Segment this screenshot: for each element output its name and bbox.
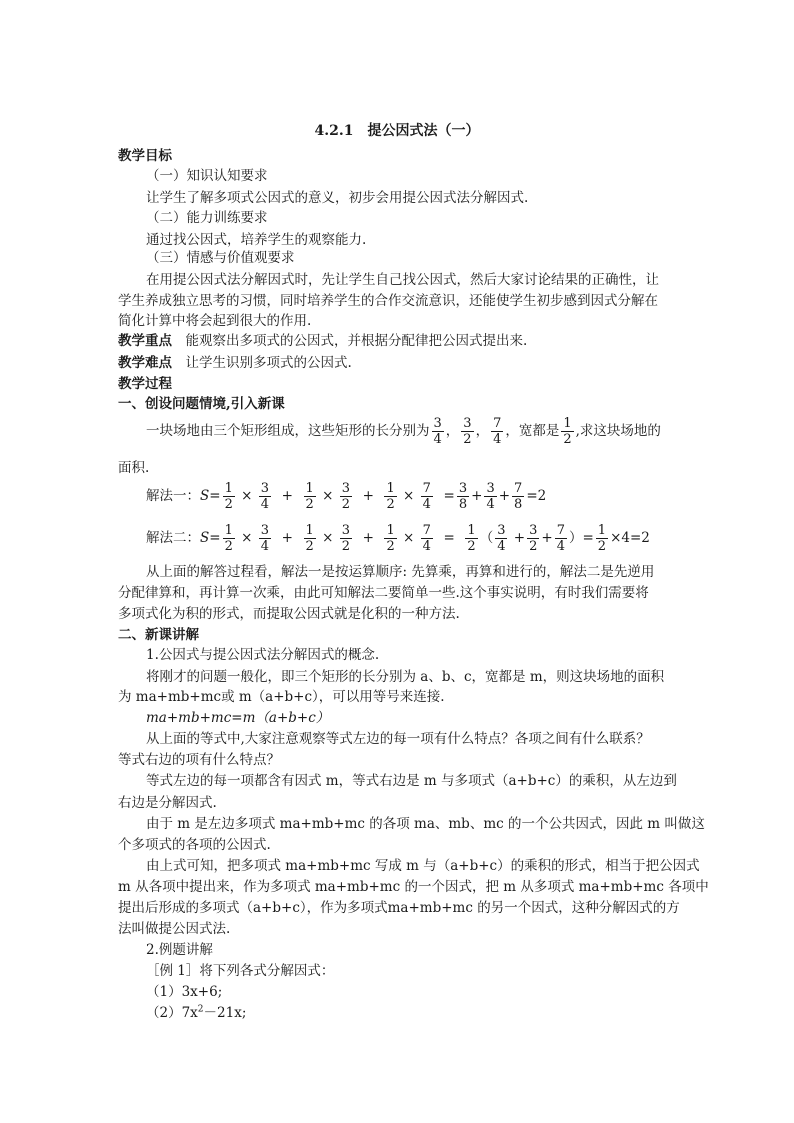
numerator: 7 bbox=[493, 415, 502, 431]
denominator: 2 bbox=[341, 496, 350, 512]
fraction bbox=[491, 416, 503, 447]
denominator: 2 bbox=[386, 496, 395, 512]
numerator: 3 bbox=[458, 480, 468, 496]
denominator: 4 bbox=[556, 538, 565, 554]
example-1-part-1: （1）3x+6; bbox=[146, 984, 223, 1000]
numerator: 3 bbox=[433, 415, 442, 431]
operator: × bbox=[317, 530, 338, 546]
denominator: 2 bbox=[386, 538, 395, 554]
para-line-10: m 从各项中提出来，作为多项式 ma+mb+mc 的一个因式，把 m 从多项式 ma+mb+mc 各项中 bbox=[118, 879, 709, 895]
denominator: 2 bbox=[529, 538, 538, 554]
fraction bbox=[561, 416, 573, 447]
operator: + bbox=[353, 530, 383, 546]
operator: × bbox=[236, 530, 257, 546]
operator: + bbox=[273, 530, 302, 546]
operator: （ bbox=[479, 530, 494, 546]
method-2-tail: ×4=2 bbox=[610, 530, 650, 546]
fraction bbox=[259, 523, 271, 554]
numerator: 7 bbox=[514, 480, 523, 496]
method-1-label: 解法一： bbox=[146, 488, 200, 504]
key-point-label: 教学重点 bbox=[118, 333, 172, 349]
fraction bbox=[596, 523, 608, 554]
numerator: 1 bbox=[386, 480, 395, 496]
denominator: 4 bbox=[493, 431, 502, 447]
section-2-heading: 二、新课讲解 bbox=[118, 627, 199, 643]
goals-heading: 教学目标 bbox=[118, 148, 172, 164]
method-2 bbox=[146, 520, 650, 556]
comment-1: 从上面的解答过程看，解法一是按运算顺序: 先算乘，再算和进行的，解法二是先逆用 bbox=[146, 564, 655, 580]
numerator: 7 bbox=[422, 522, 431, 538]
para-line-4: 等式右边的项有什么特点？ bbox=[118, 752, 280, 768]
numerator: 7 bbox=[556, 522, 565, 538]
denominator: 4 bbox=[433, 431, 442, 447]
ability-heading: （二）能力训练要求 bbox=[146, 210, 268, 226]
fraction bbox=[340, 481, 352, 512]
para-line-1: 将刚才的问题一般化，即三个矩形的长分别为 a、b、c，宽都是 m，则这块场地的面积 bbox=[146, 669, 665, 685]
identity-equation: ma+mb+mc=m（a+b+c） bbox=[146, 710, 330, 726]
operator: + bbox=[509, 530, 526, 546]
key-point bbox=[118, 330, 527, 352]
comment-2: 分配律算和，再计算一次乘，由此可知解法二要简单一些.这个事实说明，有时我们需要将 bbox=[118, 585, 649, 601]
example-1-title: ［例 1］将下列各式分解因式： bbox=[146, 963, 335, 979]
operator: ， bbox=[475, 423, 490, 439]
method-2-label: 解法二： bbox=[146, 530, 200, 546]
emotion-text-3: 简化计算中将会起到很大的作用. bbox=[118, 313, 312, 329]
knowledge-heading: （一）知识认知要求 bbox=[146, 168, 268, 184]
para-line-5: 等式左边的每一项都含有因式 m，等式右边是 m 与多项式（a+b+c）的乘积，从左边到 bbox=[146, 773, 677, 789]
area-symbol: S bbox=[200, 488, 210, 504]
denominator: 2 bbox=[463, 431, 472, 447]
problem-text-b: ，宽都是 bbox=[505, 423, 560, 439]
denominator: 4 bbox=[497, 538, 506, 554]
fraction bbox=[484, 481, 496, 512]
denominator: 4 bbox=[422, 538, 431, 554]
method-1-result: =2 bbox=[526, 488, 547, 504]
fraction bbox=[304, 481, 316, 512]
para-line-8: 个多项式的各项的公因式. bbox=[118, 837, 271, 853]
fraction bbox=[384, 523, 396, 554]
denominator: 2 bbox=[597, 538, 607, 554]
fraction bbox=[555, 523, 567, 554]
example-1-part-2 bbox=[146, 1002, 246, 1024]
denominator: 2 bbox=[224, 496, 233, 512]
difficulty-text: 让学生识别多项式的公因式. bbox=[185, 355, 352, 371]
fraction bbox=[512, 481, 524, 512]
ability-text: 通过找公因式，培养学生的观察能力. bbox=[146, 232, 367, 248]
problem-text-a: 一块场地由三个矩形组成，这些矩形的长分别为 bbox=[146, 423, 430, 439]
numerator: 3 bbox=[486, 480, 495, 496]
operator: × bbox=[317, 488, 338, 504]
comment-3: 多项式化为积的形式，而提取公因式就是化积的一种方法. bbox=[118, 606, 460, 622]
numerator: 7 bbox=[422, 480, 431, 496]
difficulty bbox=[118, 352, 352, 374]
denominator: 2 bbox=[563, 431, 572, 447]
fraction bbox=[527, 523, 539, 554]
numerator: 1 bbox=[224, 480, 233, 496]
para-line-7: 由于 m 是左边多项式 ma+mb+mc 的各项 ma、mb、mc 的一个公共因式，因此 m 叫做这 bbox=[146, 816, 705, 832]
fraction bbox=[223, 523, 235, 554]
fraction bbox=[421, 481, 433, 512]
operator: S bbox=[200, 530, 210, 546]
numerator: 3 bbox=[260, 480, 270, 496]
numerator: 1 bbox=[386, 522, 395, 538]
concept-heading: 1.公因式与提公因式法分解因式的概念. bbox=[146, 647, 380, 663]
fraction bbox=[421, 523, 433, 554]
denominator: 2 bbox=[341, 538, 350, 554]
section-1-heading: 一、创设问题情境,引入新课 bbox=[118, 396, 285, 412]
operator: × bbox=[398, 488, 419, 504]
denominator: 4 bbox=[260, 538, 270, 554]
fraction bbox=[465, 523, 477, 554]
numerator: 3 bbox=[341, 480, 350, 496]
part-2-text-b: －21x; bbox=[203, 1005, 247, 1021]
numerator: 1 bbox=[305, 480, 314, 496]
process-heading: 教学过程 bbox=[118, 376, 172, 392]
fraction bbox=[432, 416, 444, 447]
emotion-text-2: 学生养成独立思考的习惯，同时培养学生的合作交流意识，还能使学生初步感到因式分解在 bbox=[118, 293, 658, 309]
difficulty-label: 教学难点 bbox=[118, 355, 172, 371]
operator: + bbox=[541, 530, 553, 546]
numerator: 3 bbox=[463, 415, 472, 431]
problem-text-d: 面积. bbox=[118, 460, 150, 476]
denominator: 8 bbox=[458, 496, 468, 512]
numerator: 3 bbox=[529, 522, 538, 538]
denominator: 2 bbox=[224, 538, 233, 554]
operator: + bbox=[273, 488, 302, 504]
part-2-text-a: （2）7x bbox=[146, 1005, 198, 1021]
numerator: 1 bbox=[224, 522, 233, 538]
numerator: 1 bbox=[563, 415, 572, 431]
denominator: 2 bbox=[305, 538, 314, 554]
fraction bbox=[304, 523, 316, 554]
operator: = bbox=[434, 530, 464, 546]
denominator: 4 bbox=[422, 496, 431, 512]
operator: × bbox=[398, 530, 419, 546]
examples-heading: 2.例题讲解 bbox=[146, 942, 213, 958]
para-line-3: 从上面的等式中,大家注意观察等式左边的每一项有什么特点？各项之间有什么联系？ bbox=[146, 731, 650, 747]
denominator: 4 bbox=[260, 496, 270, 512]
denominator: 4 bbox=[486, 496, 495, 512]
operator: × bbox=[236, 488, 257, 504]
para-line-6: 右边是分解因式. bbox=[118, 795, 217, 811]
para-line-12: 法叫做提公因式法. bbox=[118, 921, 231, 937]
numerator: 3 bbox=[260, 522, 270, 538]
para-line-2: 为 ma+mb+mc或 m（a+b+c），可以用等号来连接. bbox=[118, 689, 445, 705]
knowledge-text: 让学生了解多项式公因式的意义，初步会用提公因式法分解因式. bbox=[146, 190, 529, 206]
numerator: 1 bbox=[305, 522, 314, 538]
fraction bbox=[259, 481, 271, 512]
numerator: 1 bbox=[597, 522, 607, 538]
fraction bbox=[495, 523, 507, 554]
emotion-text-1: 在用提公因式法分解因式时，先让学生自己找公因式，然后大家讨论结果的正确性，让 bbox=[146, 272, 659, 288]
operator: + bbox=[353, 488, 383, 504]
emotion-heading: （三）情感与价值观要求 bbox=[146, 250, 295, 266]
operator: + bbox=[498, 488, 511, 504]
fraction bbox=[384, 481, 396, 512]
fraction bbox=[340, 523, 352, 554]
method-1 bbox=[146, 478, 546, 514]
para-line-9: 由上式可知，把多项式 ma+mb+mc 写成 m 与（a+b+c）的乘积的形式，相当于把公因式 bbox=[146, 858, 700, 874]
exponent: 2 bbox=[197, 1004, 204, 1015]
numerator: 1 bbox=[467, 522, 476, 538]
problem-text-c: ,求这块场地的 bbox=[575, 423, 661, 439]
numerator: 3 bbox=[341, 522, 350, 538]
page-title: 4.2.1 提公因式法（一） bbox=[314, 123, 480, 139]
operator: + bbox=[471, 488, 483, 504]
para-line-11: 提出后形成的多项式（a+b+c），作为多项式ma+mb+mc 的另一个因式，这种分解因式的方 bbox=[118, 900, 680, 916]
numerator: 3 bbox=[497, 522, 506, 538]
operator: ， bbox=[445, 423, 460, 439]
operator: = bbox=[434, 488, 455, 504]
fraction bbox=[457, 481, 469, 512]
problem-statement bbox=[146, 413, 661, 449]
fraction bbox=[461, 416, 473, 447]
fraction bbox=[223, 481, 235, 512]
denominator: 2 bbox=[305, 496, 314, 512]
key-point-text: 能观察出多项式的公因式，并根据分配律把公因式提出来. bbox=[185, 333, 528, 349]
denominator: 2 bbox=[467, 538, 476, 554]
operator: = bbox=[209, 530, 221, 546]
operator: = bbox=[209, 488, 221, 504]
operator: ）= bbox=[568, 530, 594, 546]
denominator: 8 bbox=[514, 496, 523, 512]
